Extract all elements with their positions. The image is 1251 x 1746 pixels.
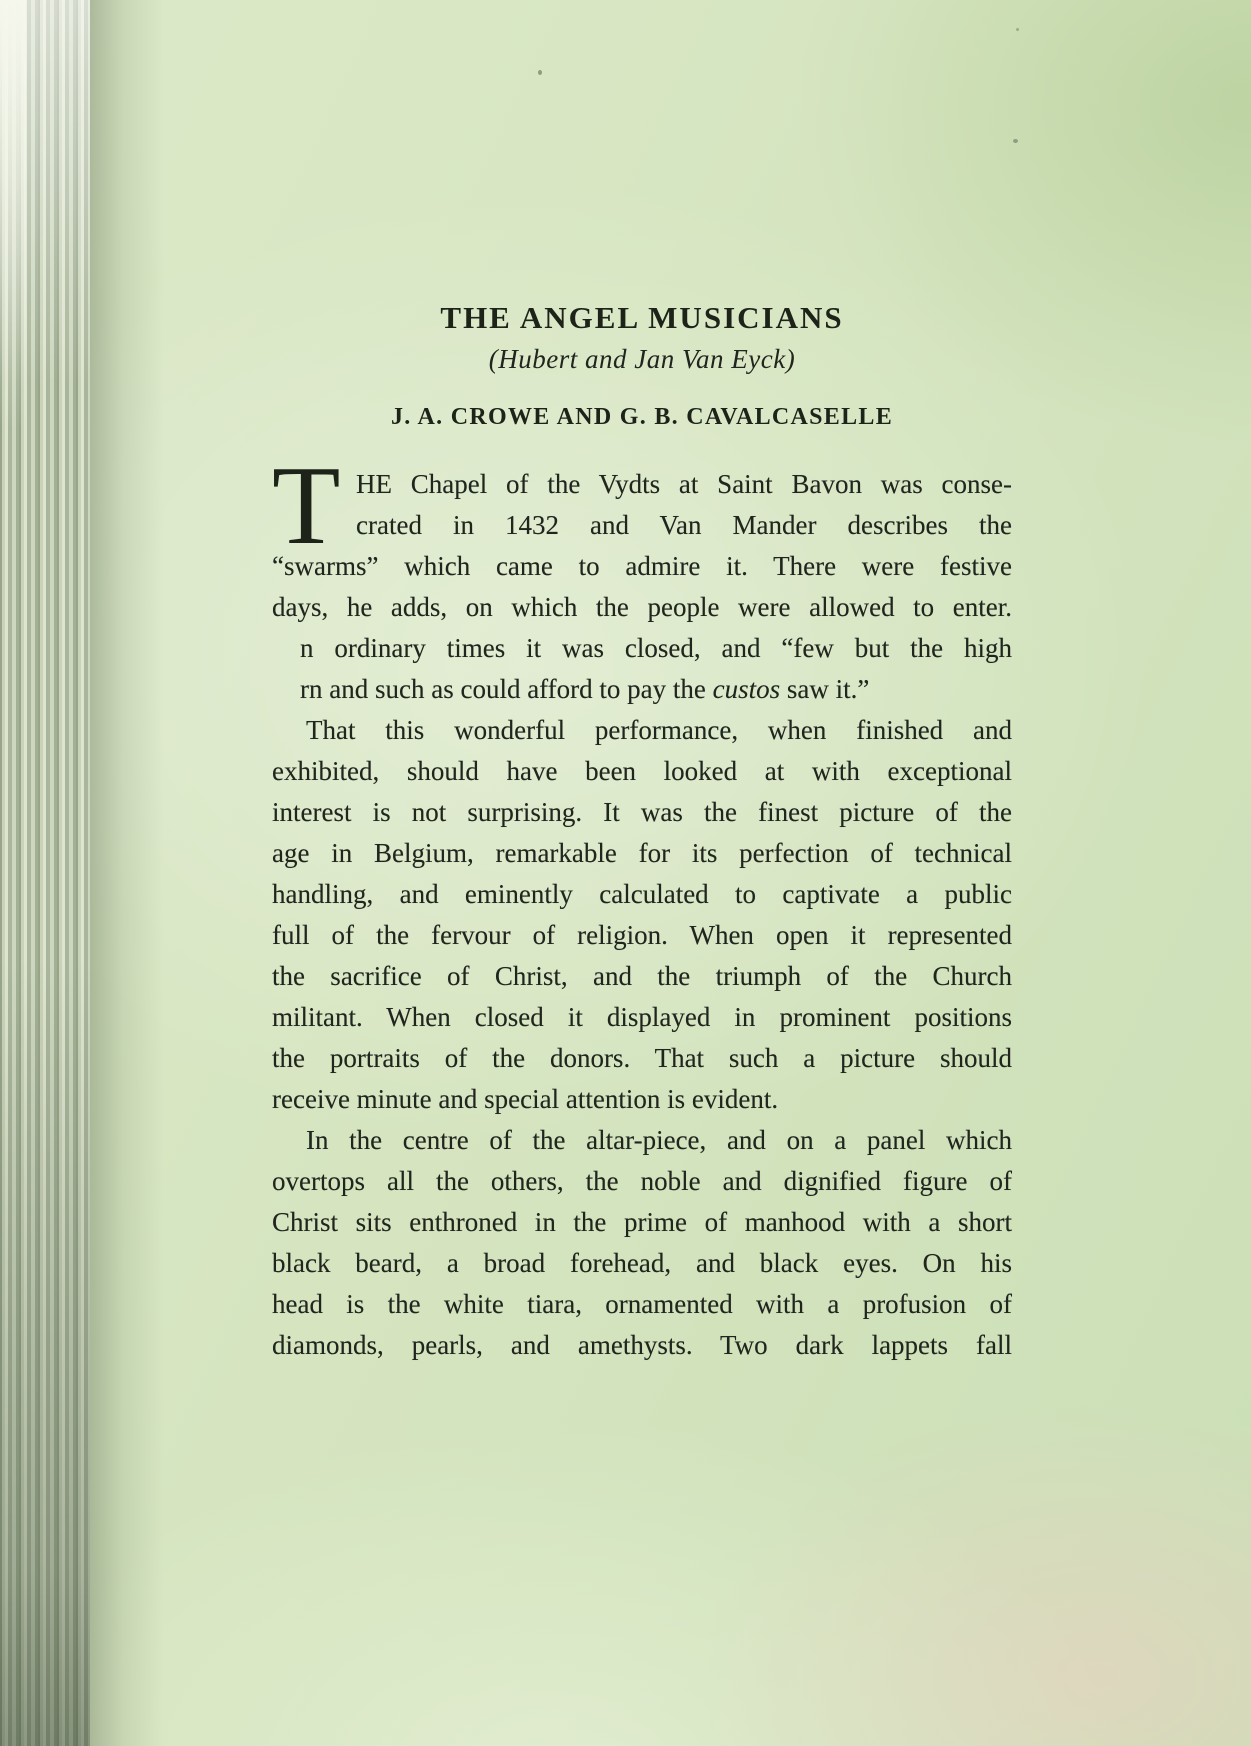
- text-line: exhibited, should have been looked at with exceptional: [272, 756, 1012, 786]
- page-edge-highlight: [0, 0, 26, 430]
- text-run: rn and such as could afford to pay the: [300, 674, 713, 704]
- text-line: the sacrifice of Christ, and the triumph of the Church: [272, 961, 1012, 991]
- text-line: militant. When closed it displayed in prominent positions: [272, 1002, 1012, 1032]
- text-line: receive minute and special attention is evident.: [272, 1084, 779, 1114]
- text-line: age in Belgium, remarkable for its perfection of technical: [272, 838, 1012, 868]
- text-line: Christ sits enthroned in the prime of manhood with a short: [272, 1207, 1012, 1237]
- text-line: HE Chapel of the Vydts at Saint Bavon was conse-: [356, 469, 1012, 499]
- page-text-block: [272, 300, 1012, 1366]
- text-line: interest is not surprising. It was the finest picture of the: [272, 797, 1012, 827]
- text-line: full of the fervour of religion. When open it represented: [272, 920, 1012, 950]
- text-line: days, he adds, on which the people were allowed to enter.: [272, 592, 1012, 622]
- text-line: black beard, a broad forehead, and black eyes. On his: [272, 1248, 1012, 1278]
- scan-speck: [538, 70, 542, 75]
- text-line: overtops all the others, the noble and dignified figure of: [272, 1166, 1012, 1196]
- text-run: saw it.”: [780, 674, 870, 704]
- text-line: In the centre of the altar-piece, and on a panel which: [306, 1125, 1012, 1155]
- scan-speck: [1016, 28, 1019, 31]
- text-line: crated in 1432 and Van Mander describes the: [356, 510, 1012, 540]
- text-line: [272, 669, 1012, 710]
- text-line: the portraits of the donors. That such a picture should: [272, 1043, 1012, 1073]
- text-line: handling, and eminently calculated to captivate a public: [272, 879, 1012, 909]
- text-line: n ordinary times it was closed, and “few but the high: [300, 633, 1012, 663]
- drop-cap-letter: T: [272, 444, 341, 568]
- page-subtitle: (Hubert and Jan Van Eyck): [488, 344, 796, 374]
- paragraph: [272, 710, 1012, 1120]
- paragraph: [272, 1120, 1012, 1366]
- text-line: “swarms” which came to admire it. There were festive: [272, 551, 1012, 581]
- text-line: head is the white tiara, ornamented with a profusion of: [272, 1289, 1012, 1319]
- scan-speck: [1013, 139, 1018, 143]
- italic-word: custos: [712, 674, 781, 704]
- text-line: diamonds, pearls, and amethysts. Two dark lappets fall: [272, 1330, 1012, 1360]
- text-line: That this wonderful performance, when finished and: [306, 715, 1012, 745]
- gutter-shadow: [90, 0, 164, 1746]
- paragraph: [272, 444, 1012, 710]
- page-title: THE ANGEL MUSICIANS: [440, 300, 844, 335]
- author-byline: J. A. CROWE AND G. B. CAVALCASELLE: [390, 404, 894, 430]
